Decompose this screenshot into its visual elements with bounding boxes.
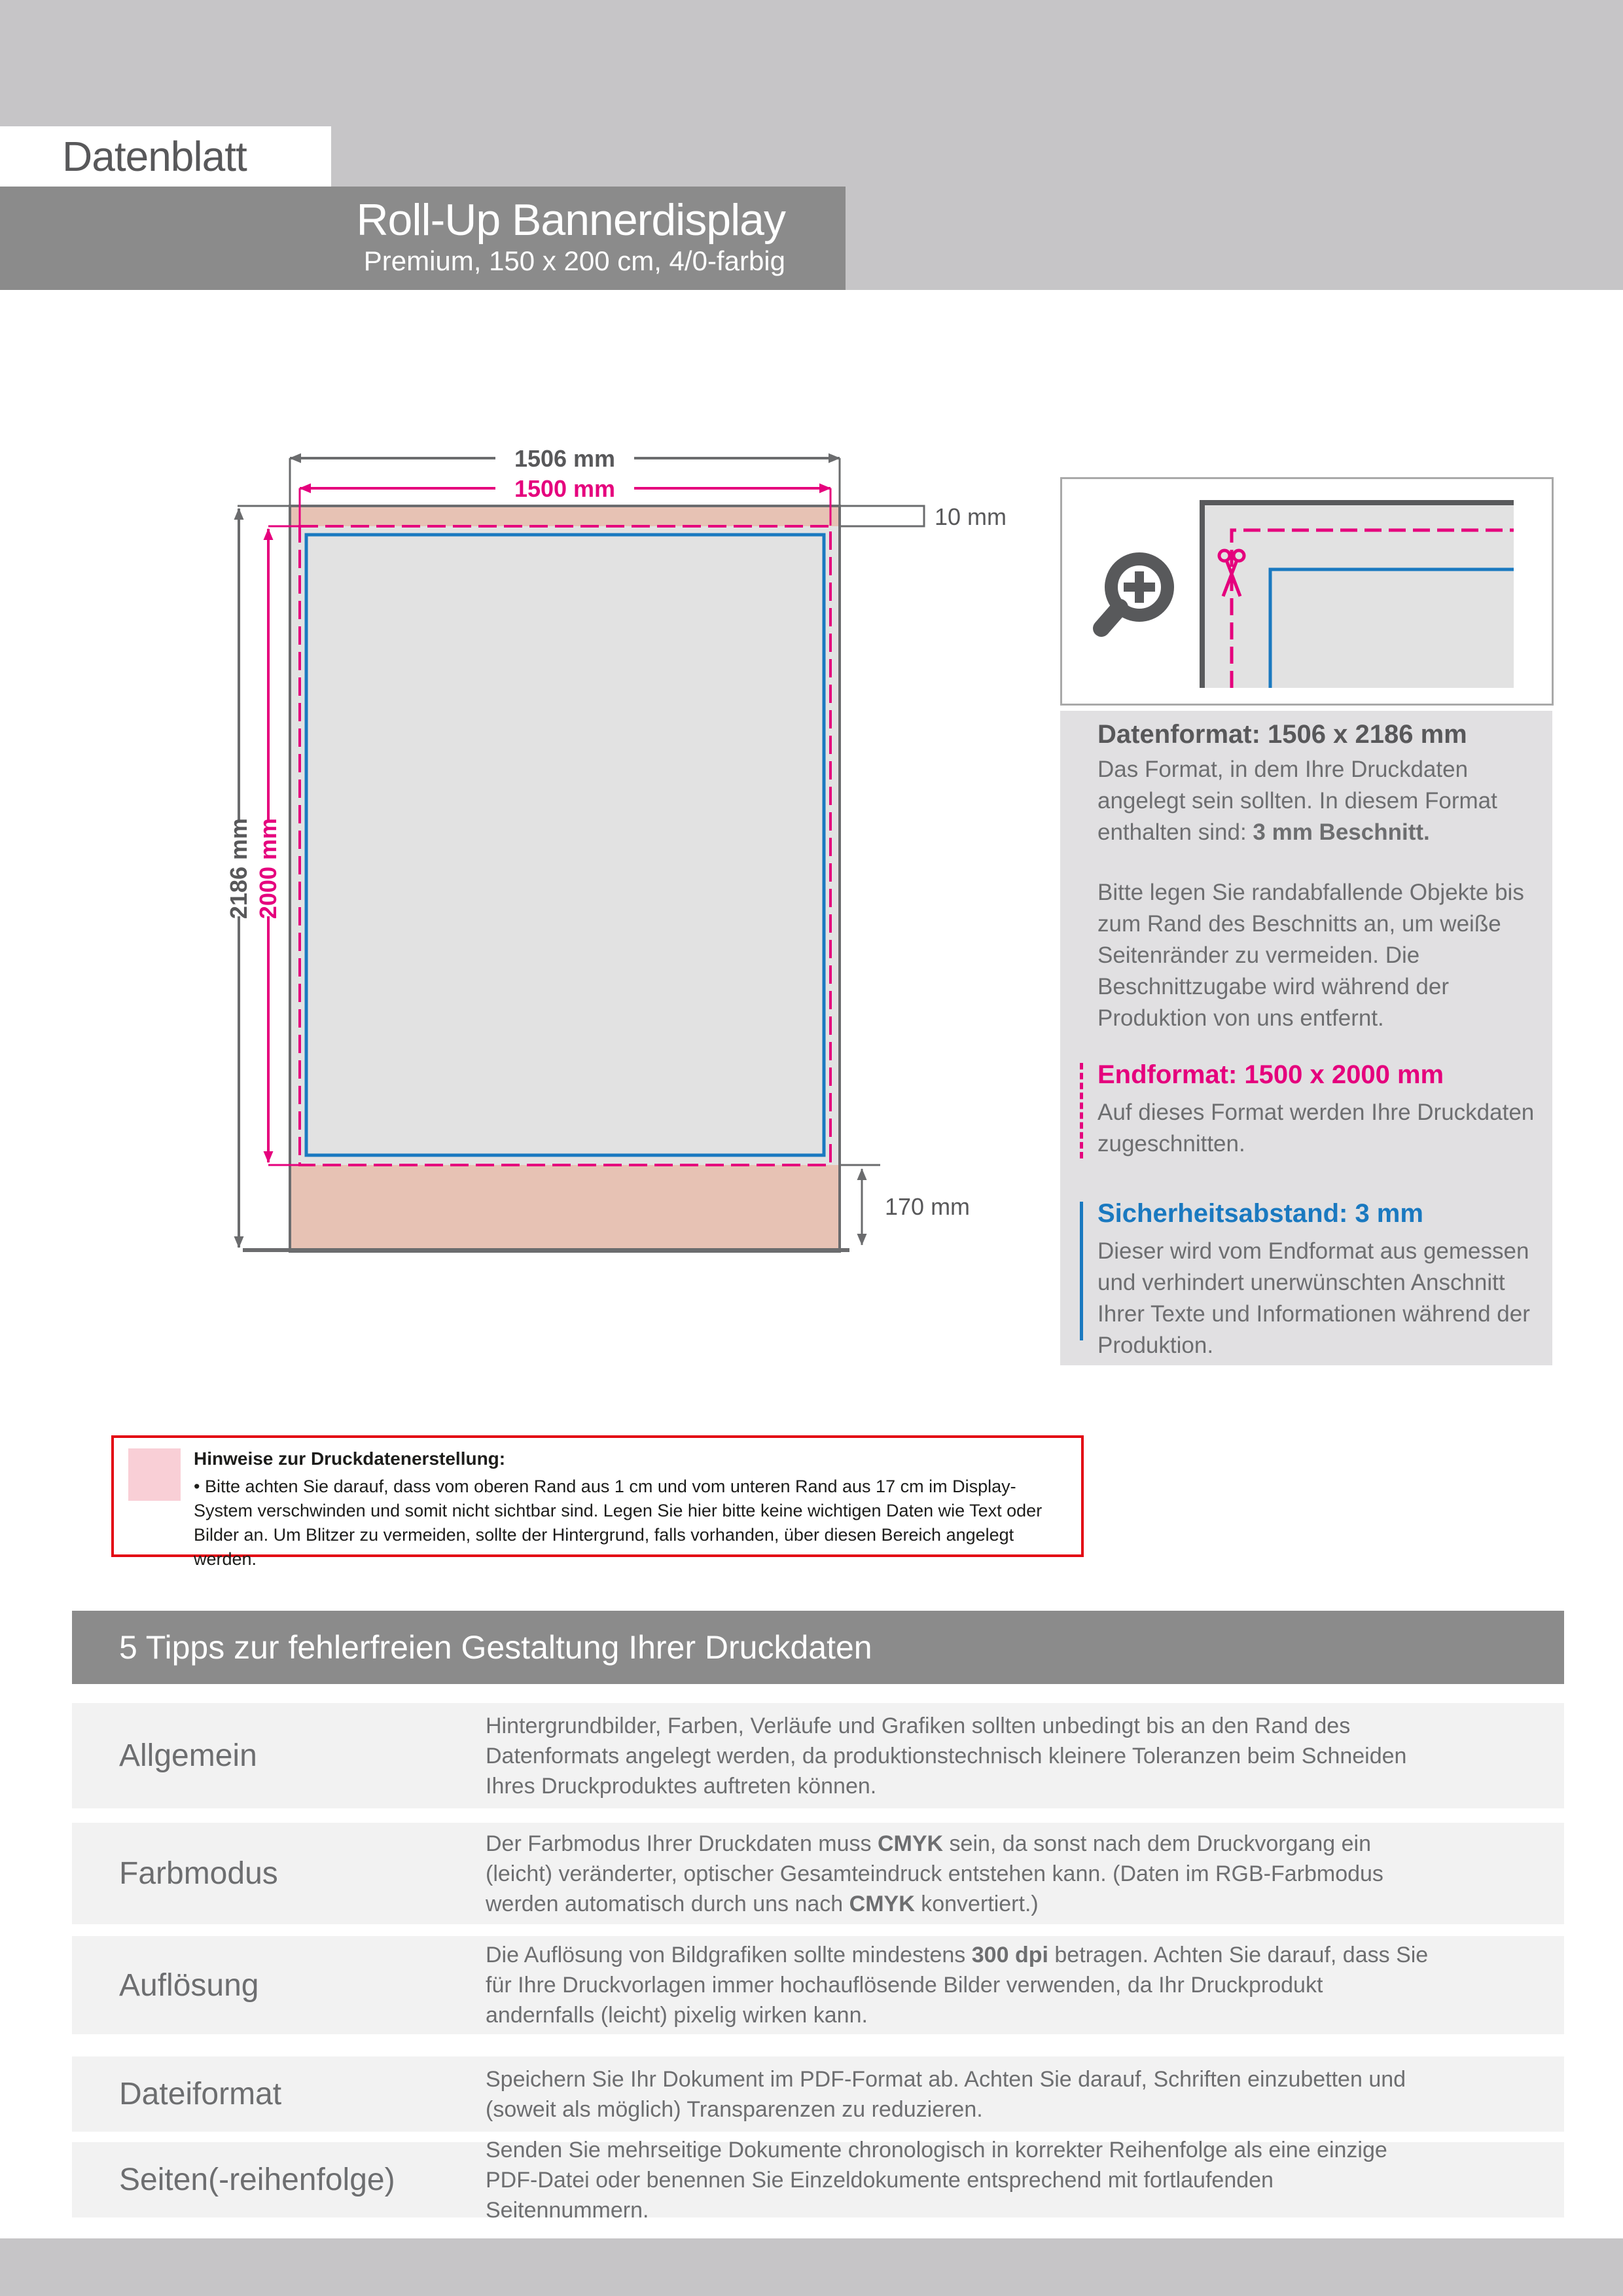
datenformat-area <box>290 506 840 1251</box>
format-info-panel <box>1060 711 1552 1365</box>
endformat-paragraph: Auf dieses Format werden Ihre Druckdaten zugeschnitten. <box>1097 1100 1535 1157</box>
tip-row-text: Der Farbmodus Ihrer Druckdaten muss CMYK sein, da sonst nach dem Druckvorgang ein (leicht) veränderter, optischer Gesamteindruck entstehen kann. (Daten im RGB-Farbmodus werden automatisch durch uns nach CMYK konvertiert.) <box>486 1831 1383 1916</box>
note-color-swatch <box>128 1448 181 1501</box>
dim-height-final-label: 2000 mm <box>255 817 281 920</box>
zoom-detail-card <box>1060 477 1554 706</box>
tip-row-dateiformat <box>72 2056 1564 2132</box>
top-hidden-bracket <box>840 506 924 526</box>
endformat-indicator-line <box>1080 1063 1083 1158</box>
datenblatt-label: Datenblatt <box>62 133 247 180</box>
datenformat-heading: Datenformat: 1506 x 2186 mm <box>1097 720 1467 749</box>
tips-header-band <box>72 1611 1564 1684</box>
tip-row-label: Seiten(-reihenfolge) <box>119 2162 395 2197</box>
tip-row-seitenreihenfolge <box>72 2137 1564 2223</box>
bottom-hidden-zone <box>291 1165 838 1251</box>
dim-width-total-label: 1506 mm <box>514 445 616 472</box>
zoom-detail-drawing <box>1062 479 1552 704</box>
product-subtitle: Premium, 150 x 200 cm, 4/0-farbig <box>363 245 785 276</box>
datenformat-paragraph-2: Bitte legen Sie randabfallende Objekte bis zum Rand des Beschnitts an, um weiße Seitenränder zu vermeiden. Die Beschnittzugabe wird während der Produktion von uns entfernt. <box>1097 880 1524 1031</box>
tip-row-farbmodus <box>72 1823 1564 1924</box>
bottom-hidden-label: 170 mm <box>885 1193 971 1220</box>
product-title: Roll-Up Bannerdisplay <box>356 195 785 245</box>
note-text-block <box>194 1448 1074 1571</box>
tip-row-text: Speichern Sie Ihr Dokument im PDF-Format ab. Achten Sie darauf, Schriften einzubetten und (soweit als möglich) Transparenzen zu reduzieren. <box>486 2066 1406 2122</box>
tip-row-aufloesung <box>72 1936 1564 2034</box>
endformat-heading: Endformat: 1500 x 2000 mm <box>1097 1060 1444 1089</box>
note-bullet: • Bitte achten Sie darauf, dass vom oberen Rand aus 1 cm und vom unteren Rand aus 17 cm im Display-System verschwinden und somit nicht sichtbar sind. Legen Sie hier bitte keine wichtigen Daten wie Text oder Bilder an. Um Blitzer zu vermeiden, sollte der Hintergrund, falls vorhanden, über diesen Bereich angelegt werden. <box>194 1477 1043 1569</box>
tip-row-text: Senden Sie mehrseitige Dokumente chronologisch in korrekter Reihenfolge als eine einzige PDF-Datei oder benennen Sie Einzeldokumente entsprechend mit fortlaufenden Seitennummern. <box>486 2137 1387 2223</box>
top-hidden-label: 10 mm <box>935 503 1007 530</box>
tip-row-label: Allgemein <box>119 1738 257 1773</box>
note-title: Hinweise zur Druckdatenerstellung: <box>194 1448 506 1469</box>
druckdaten-note-box <box>111 1435 1084 1569</box>
tip-row-label: Auflösung <box>119 1967 259 2003</box>
dim-width-final-label: 1500 mm <box>514 475 616 502</box>
tip-row-text: Die Auflösung von Bildgrafiken sollte mindestens 300 dpi betragen. Achten Sie darauf, dass Sie für Ihre Druckvorlagen immer hochauflösende Bilder verwenden, da Ihr Druckprodukt andernfalls (leicht) pixelig wirken kann. <box>486 1943 1429 2028</box>
tip-row-label: Farbmodus <box>119 1856 278 1891</box>
product-title-band <box>0 187 846 290</box>
datenformat-paragraph-1: Das Format, in dem Ihre Druckdaten angelegt sein sollten. In diesem Format enthalten sind: 3 mm Beschnitt. <box>1097 757 1497 845</box>
dim-height-total-label: 2186 mm <box>225 817 252 920</box>
safety-indicator-line <box>1080 1202 1083 1340</box>
detail-bleed-area <box>1204 505 1514 688</box>
sicherheitsabstand-paragraph: Dieser wird vom Endformat aus gemessen und verhindert unerwünschten Anschnitt Ihrer Texte und Informationen während der Produktion. <box>1097 1238 1530 1358</box>
tip-row-allgemein <box>72 1703 1564 1808</box>
tips-heading: 5 Tipps zur fehlerfreien Gestaltung Ihrer Druckdaten <box>119 1629 872 1666</box>
format-diagram <box>196 432 1021 1283</box>
tip-row-text: Hintergrundbilder, Farben, Verläufe und Grafiken sollten unbedingt bis an den Rand des Datenformats angelegt werden, da produktionstechnisch kleinere Toleranzen beim Schneiden Ihres Druckproduktes auftreten können. <box>486 1713 1407 1799</box>
top-hidden-zone <box>291 507 838 526</box>
tip-row-label: Dateiformat <box>119 2077 282 2111</box>
footer-band <box>0 2238 1623 2296</box>
sicherheitsabstand-heading: Sicherheitsabstand: 3 mm <box>1097 1199 1423 1228</box>
magnifier-icon <box>1101 559 1168 628</box>
datenblatt-tab <box>0 126 331 187</box>
